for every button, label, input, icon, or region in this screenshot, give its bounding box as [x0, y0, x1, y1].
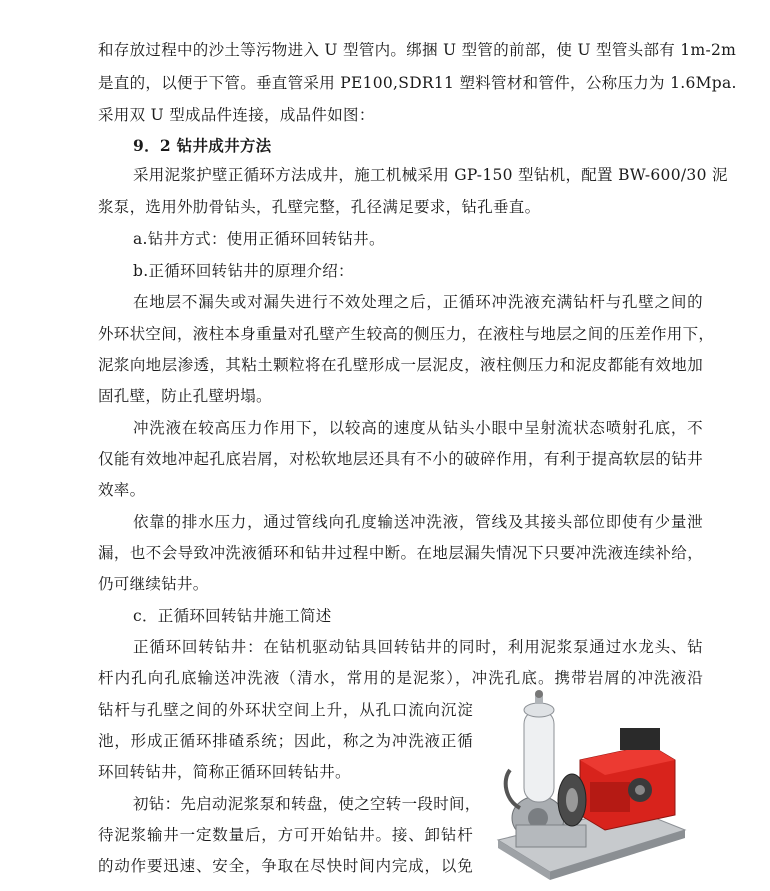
mud-pump-illustration	[480, 690, 690, 887]
text-line: 待泥浆输井一定数量后，方可开始钻井。接、卸钻杆	[98, 826, 473, 844]
text-line: 浆泵，选用外肋骨钻头，孔壁完整，孔径满足要求，钻孔垂直。	[98, 198, 541, 216]
text-line: 池，形成正循环排碴系统；因此，称之为冲洗液正循	[98, 732, 473, 750]
paragraph-first-line: 采用泥浆护壁正循环方法成井，施工机械采用 GP-150 型钻机，配置 BW-600/30 泥	[133, 166, 728, 184]
list-item-b: b.正循环回转钻井的原理介绍：	[133, 262, 354, 280]
paragraph-first-line: 初钻：先启动泥浆泵和转盘，使之空转一段时间，	[133, 795, 481, 813]
text-line: 钻杆与孔壁之间的外环状空间上升，从孔口流向沉淀	[98, 701, 473, 719]
text-line: 效率。	[98, 481, 146, 499]
paragraph-first-line: 在地层不漏失或对漏失进行不效处理之后，正循环冲洗液充满钻杆与孔壁之间的	[133, 293, 703, 311]
text-line: 仅能有效地冲起孔底岩屑，对松软地层还具有不小的破碎作用，有利于提高软层的钻井	[98, 450, 703, 468]
text-line: 的动作要迅速、安全，争取在尽快时间内完成，以免	[98, 857, 473, 875]
text-line: 和存放过程中的沙土等污物进入 U 型管内。绑捆 U 型管的前部，使 U 型管头部有 1m-2m	[98, 41, 737, 59]
text-line: 仍可继续钻井。	[98, 575, 209, 593]
text-line: 漏，也不会导致冲洗液循环和钻井过程中断。在地层漏失情况下只要冲洗液连续补给，	[98, 544, 703, 562]
paragraph-first-line: 冲洗液在较高压力作用下，以较高的速度从钻头小眼中呈射流状态喷射孔底，不	[133, 419, 703, 437]
text-line: 环回转钻井，简称正循环回转钻井。	[98, 763, 351, 781]
text-line: 是直的，以便于下管。垂直管采用 PE100,SDR11 塑料管材和管件，公称压力为 1.6Mpa.	[98, 74, 737, 92]
paragraph-first-line: 依靠的排水压力，通过管线向孔度输送冲洗液，管线及其接头部位即使有少量泄	[133, 513, 703, 531]
text-line: 杆内孔向孔底输送冲洗液（清水，常用的是泥浆），冲洗孔底。携带岩屑的冲洗液沿	[98, 669, 703, 687]
list-item-a: a.钻井方式：使用正循环回转钻井。	[133, 230, 385, 248]
text-line: 固孔壁，防止孔壁坍塌。	[98, 387, 272, 405]
subsection-heading-c: c．正循环回转钻井施工简述	[133, 607, 332, 625]
section-heading: 9．2 钻井成井方法	[133, 136, 272, 155]
paragraph-first-line: 正循环回转钻井：在钻机驱动钻具回转钻井的同时，利用泥浆泵通过水龙头、钻	[133, 638, 703, 656]
mud-pump-image	[480, 690, 690, 887]
text-line: 外环状空间，液柱本身重量对孔壁产生较高的侧压力，在液柱与地层之间的压差作用下，	[98, 325, 715, 343]
text-line: 采用双 U 型成品件连接，成品件如图：	[98, 106, 375, 124]
text-line: 泥浆向地层渗透，其粘土颗粒将在孔壁形成一层泥皮，液柱侧压力和泥皮都能有效地加	[98, 356, 703, 374]
